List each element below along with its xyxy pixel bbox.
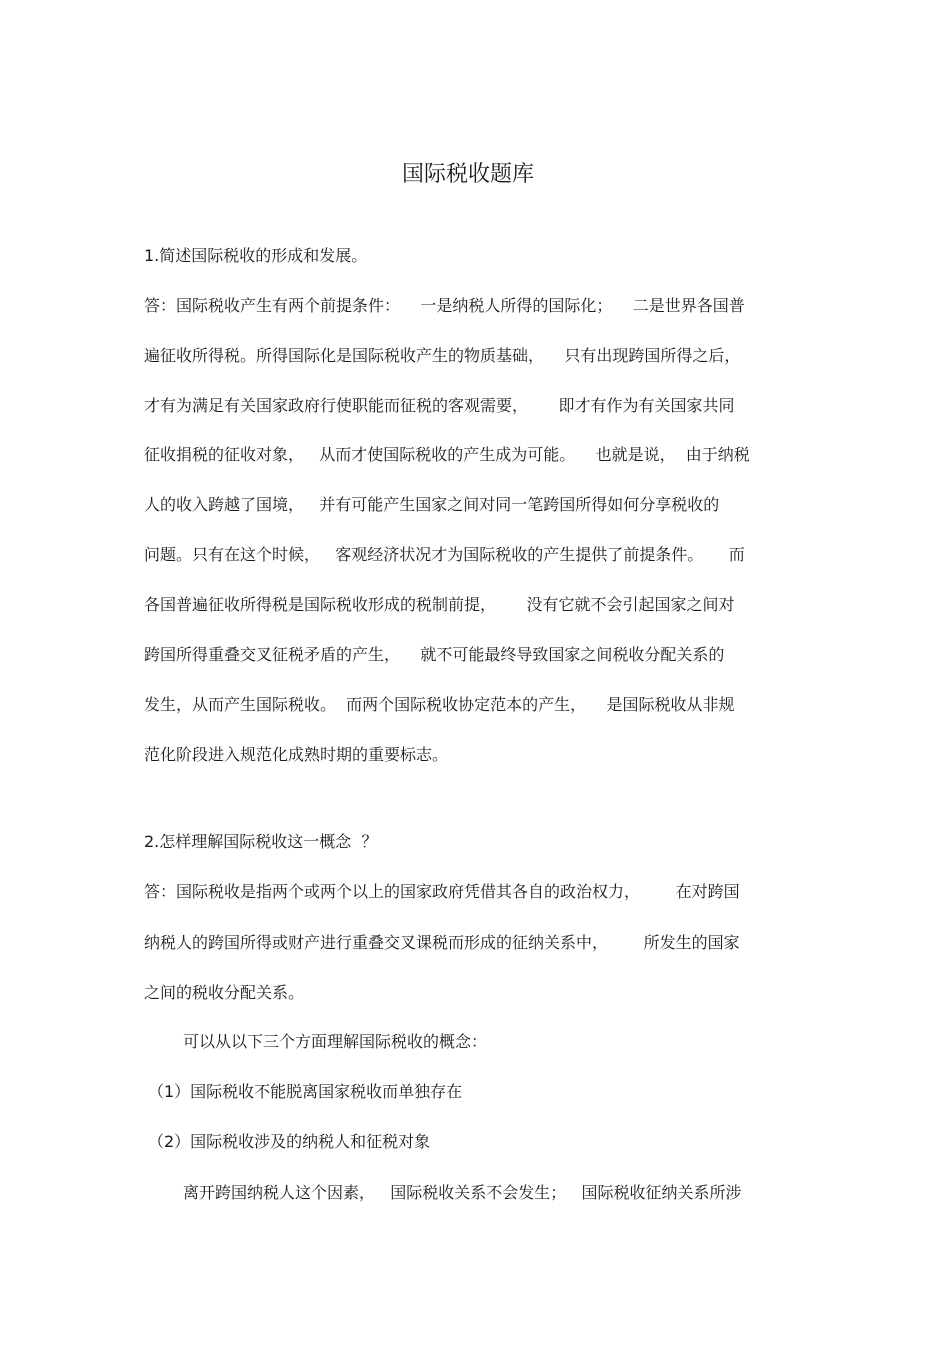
answer-1-line-7: 各国普遍征收所得税是国际税收形成的税制前提， 没有它就不会引起国家之间对: [144, 595, 735, 614]
answer-1-line-10: 范化阶段进入规范化成熟时期的重要标志。: [144, 745, 449, 764]
answer-1-line-6: 问题。只有在这个时候， 客观经济状况才为国际税收的产生提供了前提条件。 而: [144, 545, 745, 564]
answer-2-point-1: （1）国际税收不能脱离国家税收而单独存在: [148, 1082, 463, 1101]
answer-1-line-9: 发生，从而产生国际税收。 而两个国际税收协定范本的产生， 是国际税收从非规: [144, 695, 735, 714]
question-2: 2.怎样理解国际税收这一概念 ？: [144, 832, 378, 851]
answer-2-line-3: 之间的税收分配关系。: [144, 983, 305, 1002]
answer-2-intro: 可以从以下三个方面理解国际税收的概念：: [183, 1032, 488, 1051]
answer-1-line-8: 跨国所得重叠交叉征税矛盾的产生， 就不可能最终导致国家之间税收分配关系的: [144, 645, 725, 664]
answer-2-point-2: （2）国际税收涉及的纳税人和征税对象: [148, 1132, 431, 1151]
answer-1-line-2: 遍征收所得税。所得国际化是国际税收产生的物质基础， 只有出现跨国所得之后，: [144, 346, 741, 365]
answer-1-line-4: 征收捐税的征收对象， 从而才使国际税收的产生成为可能。 也就是说， 由于纳税: [144, 445, 750, 464]
answer-2-line-1: 答：国际税收是指两个或两个以上的国家政府凭借其各自的政治权力， 在对跨国: [144, 882, 740, 901]
answer-1-line-3: 才有为满足有关国家政府行使职能而征税的客观需要， 即才有作为有关国家共同: [144, 396, 735, 415]
answer-2-continuation: 离开跨国纳税人这个因素， 国际税收关系不会发生； 国际税收征纳关系所涉: [183, 1183, 742, 1202]
answer-2-line-2: 纳税人的跨国所得或财产进行重叠交叉课税而形成的征纳关系中， 所发生的国家: [144, 933, 740, 952]
question-1: 1.简述国际税收的形成和发展。: [144, 246, 368, 265]
answer-1-line-5: 人的收入跨越了国境， 并有可能产生国家之间对同一笔跨国所得如何分享税收的: [144, 495, 720, 514]
document-title: 国际税收题库: [401, 162, 534, 187]
answer-1-line-1: 答：国际税收产生有两个前提条件： 一是纳税人所得的国际化； 二是世界各国普: [144, 296, 745, 315]
